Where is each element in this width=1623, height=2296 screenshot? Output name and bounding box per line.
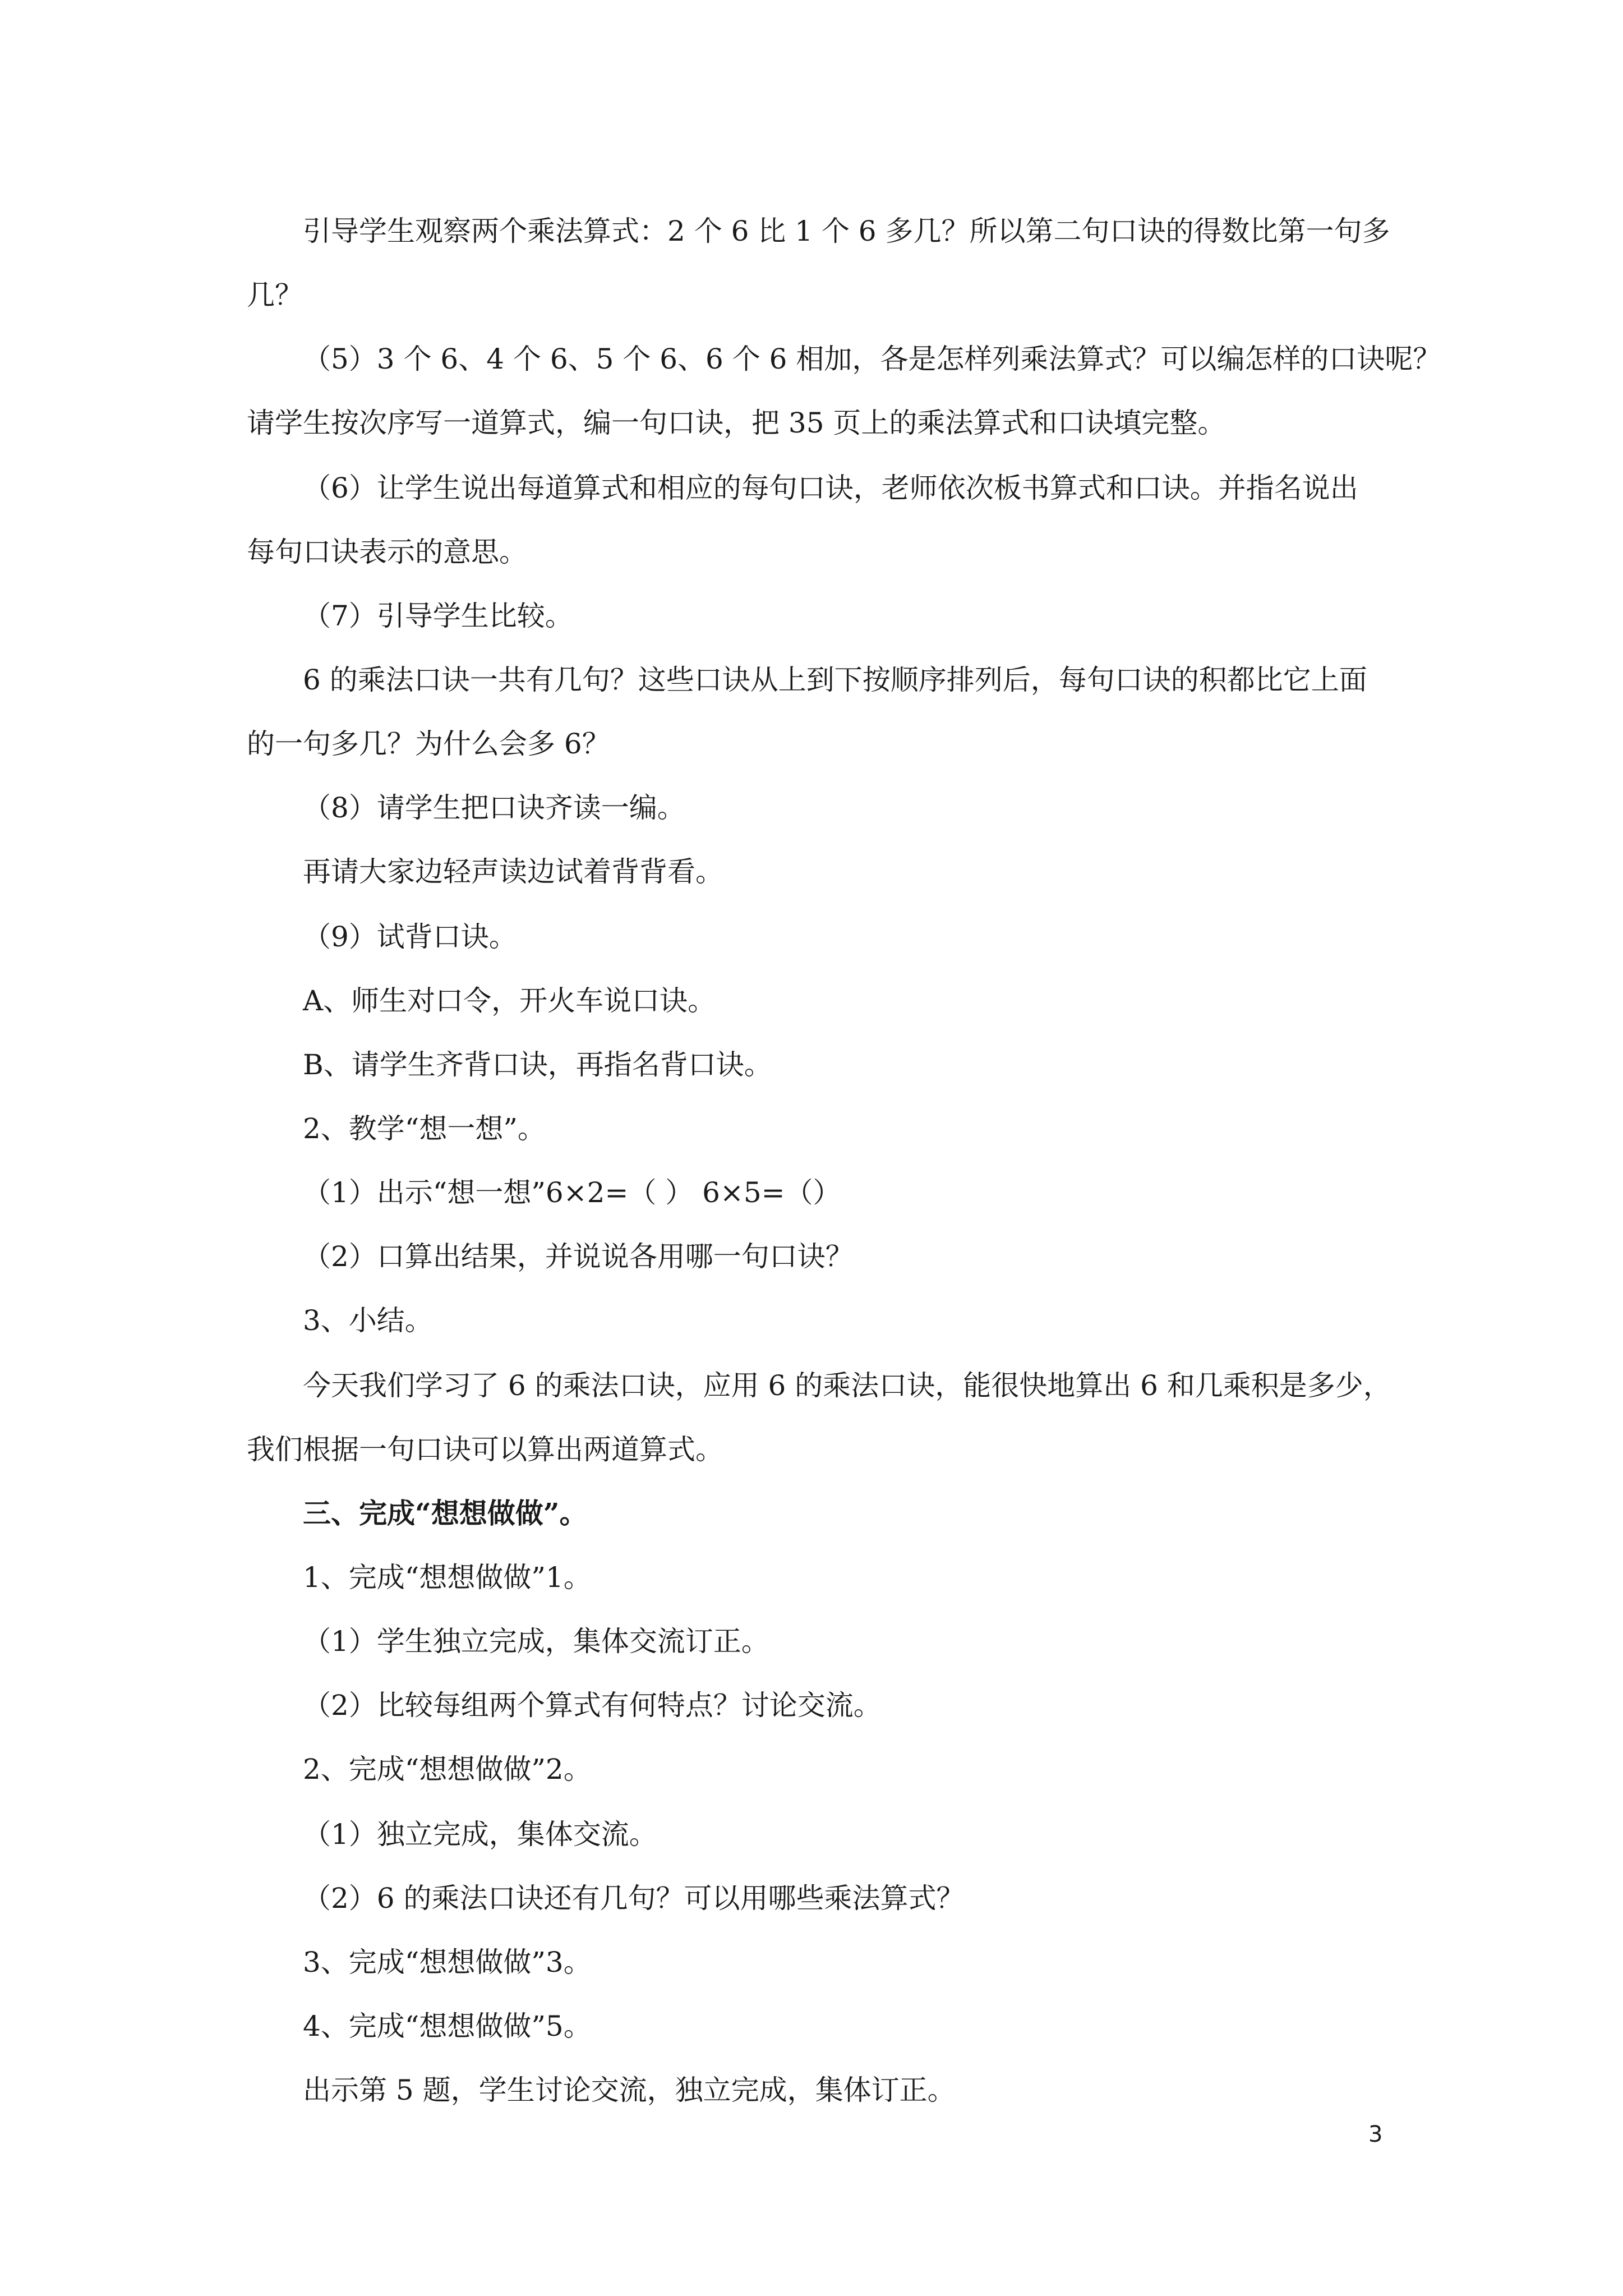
paragraph-line: （1）学生独立完成，集体交流订正。	[303, 1625, 769, 1658]
paragraph-line: （9）试背口诀。	[303, 921, 517, 953]
paragraph-line: （2）比较每组两个算式有何特点？讨论交流。	[303, 1689, 882, 1722]
paragraph-line: （1）出示“想一想”6×2=（ ） 6×5=（）	[303, 1176, 841, 1209]
paragraph-line: 再请大家边轻声读边试着背背看。	[303, 855, 723, 888]
paragraph-line: A、师生对口令，开火车说口诀。	[303, 984, 716, 1017]
paragraph-line: 6 的乘法口诀一共有几句？这些口诀从上到下按顺序排列后，每句口诀的积都比它上面	[303, 664, 1367, 696]
paragraph-line: 几？	[247, 279, 303, 311]
paragraph-line: 引导学生观察两个乘法算式：2 个 6 比 1 个 6 多几？所以第二句口诀的得数比第一句多	[303, 215, 1390, 247]
paragraph-line: 每句口诀表示的意思。	[247, 536, 527, 568]
paragraph-line: B、请学生齐背口诀，再指名背口诀。	[303, 1048, 772, 1081]
paragraph-line: 出示第 5 题，学生讨论交流，独立完成，集体订正。	[303, 2074, 956, 2106]
paragraph-line: 1、完成“想想做做”1。	[303, 1561, 592, 1594]
paragraph-line: （7）引导学生比较。	[303, 600, 573, 632]
paragraph-line: （6）让学生说出每道算式和相应的每句口诀，老师依次板书算式和口诀。并指名说出	[303, 472, 1358, 504]
page-number: 3	[1368, 2122, 1383, 2147]
section-heading: 三、完成“想想做做”。	[303, 1497, 588, 1530]
paragraph-line: （8）请学生把口诀齐读一编。	[303, 792, 685, 824]
paragraph-line: 请学生按次序写一道算式，编一句口诀，把 35 页上的乘法算式和口诀填完整。	[247, 407, 1226, 439]
paragraph-line: 我们根据一句口诀可以算出两道算式。	[247, 1433, 723, 1466]
paragraph-line: 今天我们学习了 6 的乘法口诀，应用 6 的乘法口诀，能很快地算出 6 和几乘积是多少，	[303, 1369, 1391, 1402]
paragraph-line: 3、小结。	[303, 1304, 433, 1337]
paragraph-line: 的一句多几？为什么会多 6？	[247, 728, 610, 760]
paragraph-line: （1）独立完成，集体交流。	[303, 1818, 657, 1851]
paragraph-line: 4、完成“想想做做”5。	[303, 2010, 592, 2042]
paragraph-line: 3、完成“想想做做”3。	[303, 1946, 592, 1978]
paragraph-line: 2、教学“想一想”。	[303, 1112, 546, 1145]
paragraph-line: 2、完成“想想做做”2。	[303, 1753, 592, 1786]
paragraph-line: （2）6 的乘法口诀还有几句？可以用哪些乘法算式？	[303, 1882, 965, 1915]
paragraph-line: （5）3 个 6、4 个 6、5 个 6、6 个 6 相加，各是怎样列乘法算式？可以编怎样的口诀呢？	[303, 343, 1441, 375]
paragraph-line: （2）口算出结果，并说说各用哪一句口诀？	[303, 1240, 854, 1273]
